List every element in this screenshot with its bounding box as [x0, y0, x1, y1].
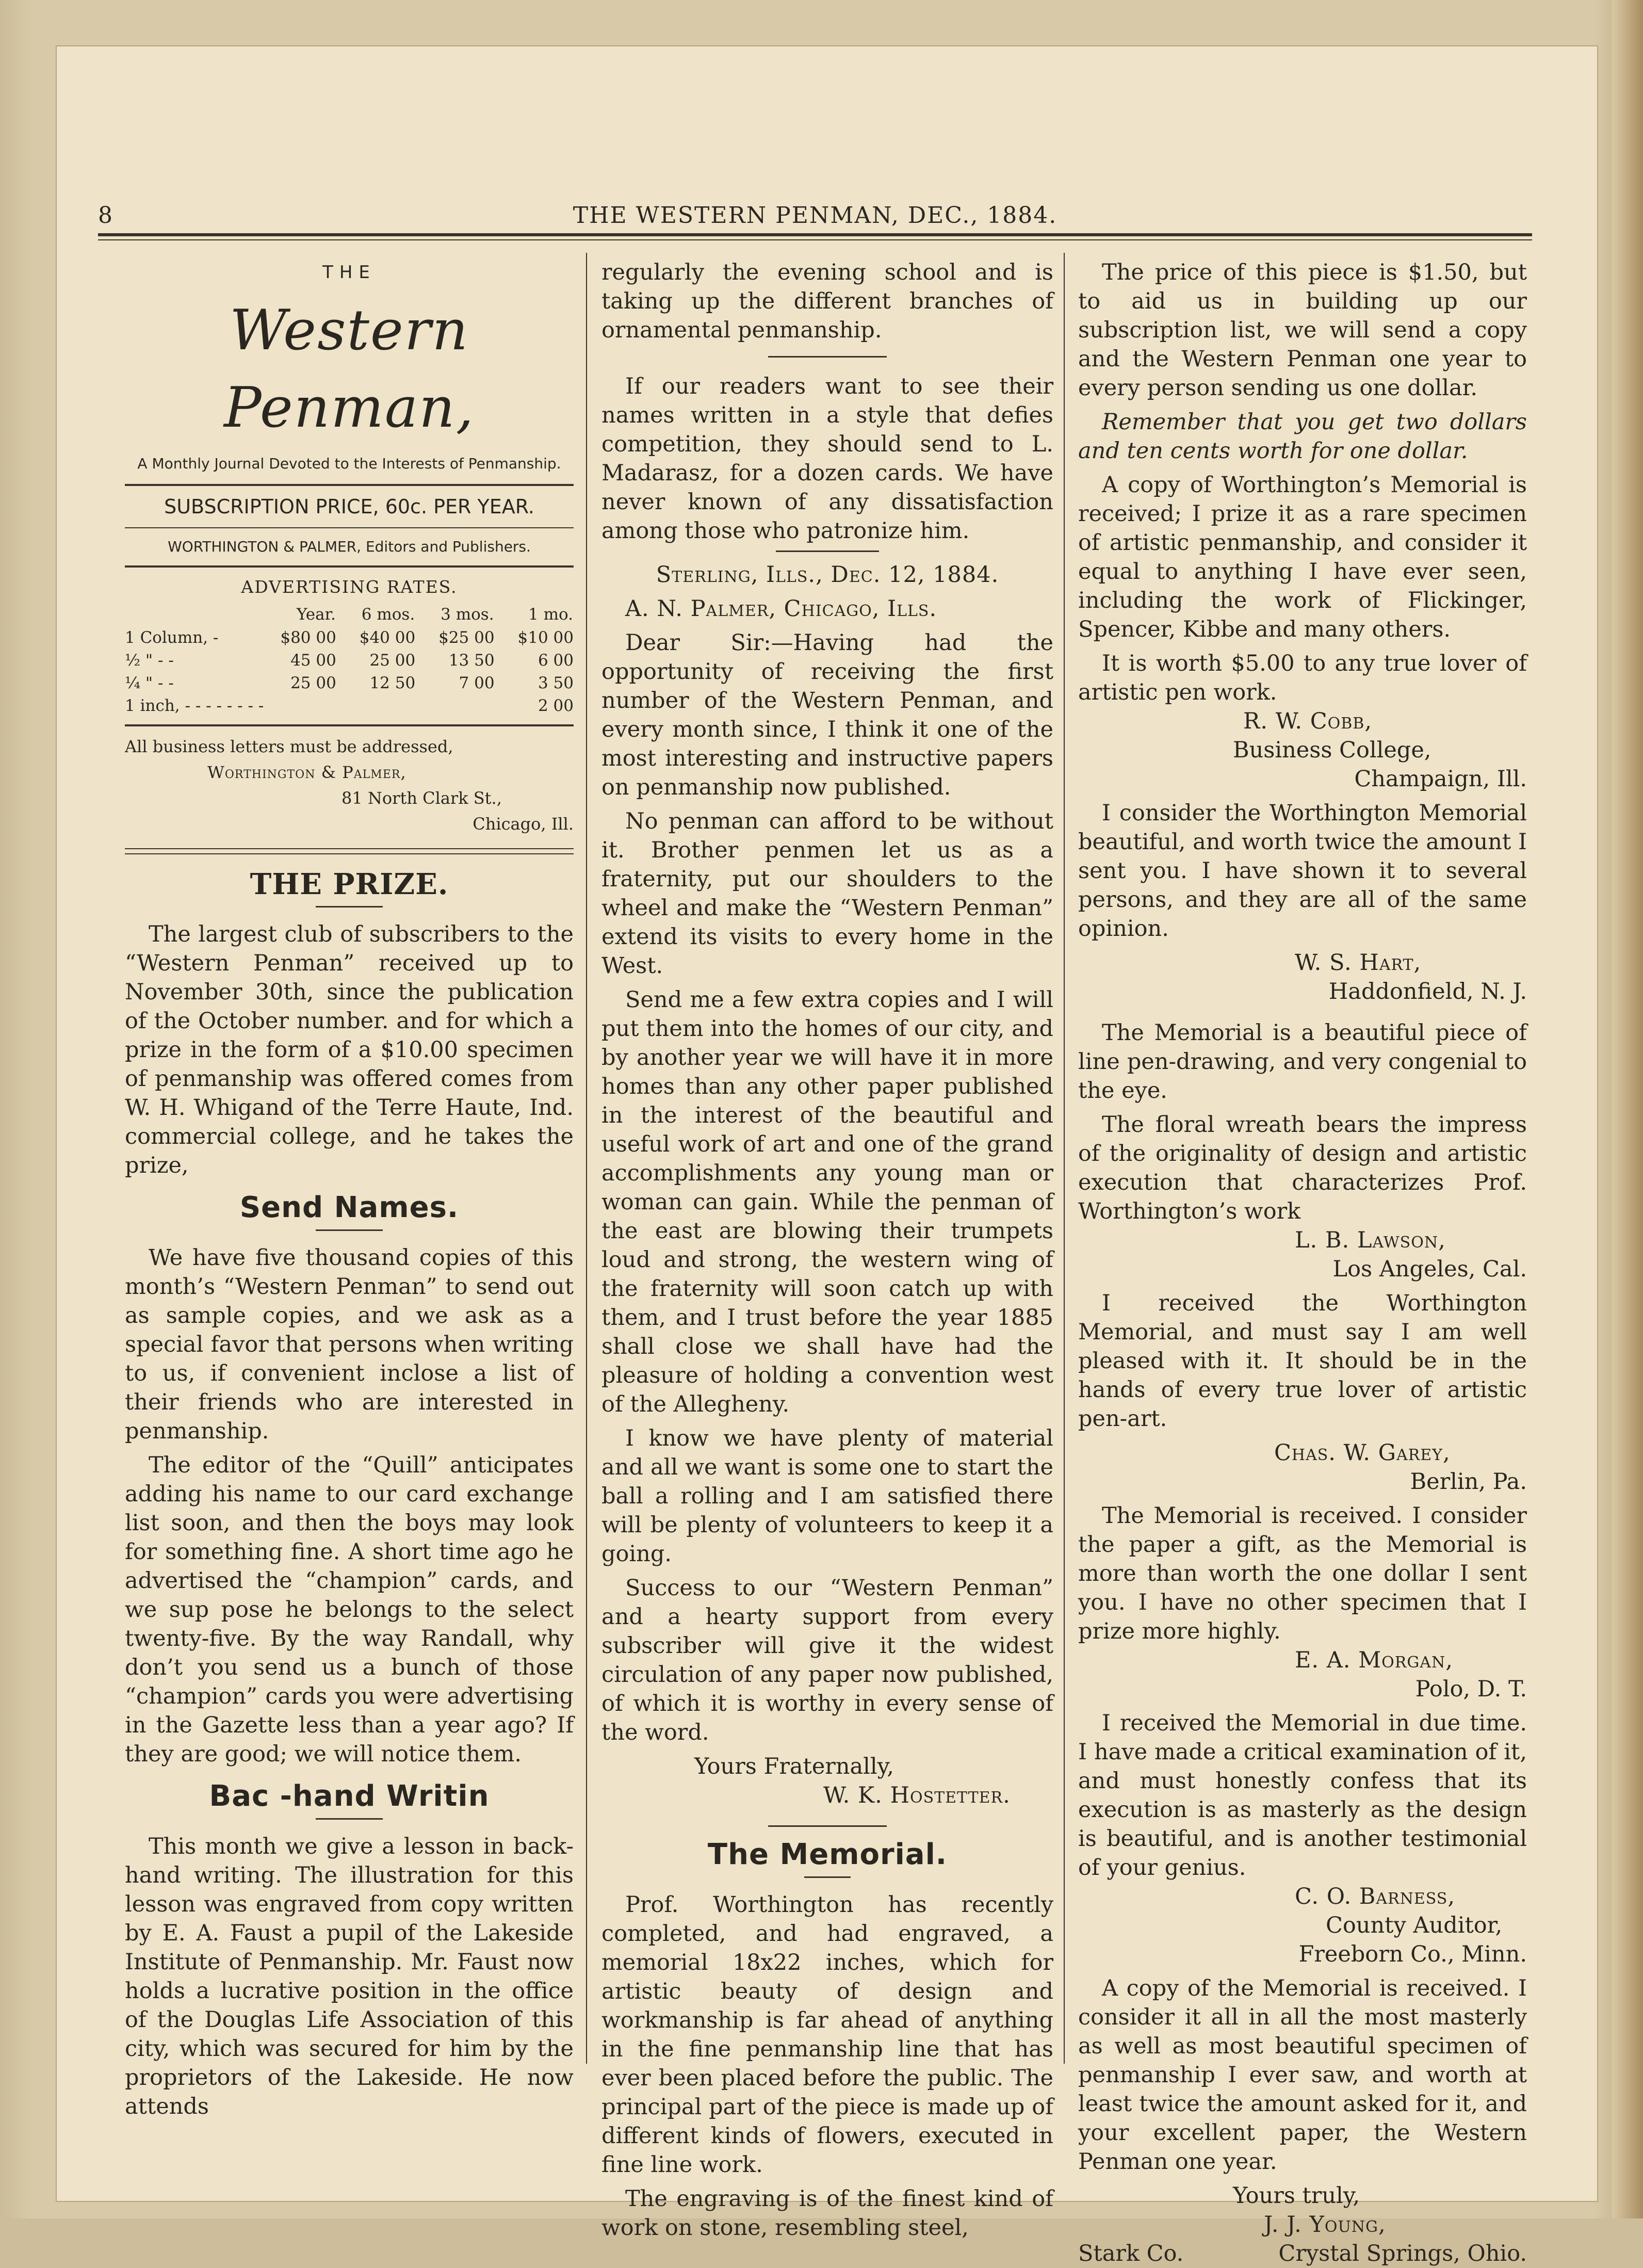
signature-young-county: Stark Co. — [1078, 2241, 1184, 2266]
rates-cell: 7 00 — [459, 674, 495, 692]
section-double-rule — [125, 848, 574, 854]
prize-paragraph: The largest club of subscribers to the “Western Penman” received up to November 30th, since the publication of the October number. and for which a prize in the form of a $10.00 specimen of penmanship was offered comes from W. H. Whigand of the Terre Haute, Ind. commercial college, and he takes the prize, — [125, 921, 574, 1178]
rates-cell: $25 00 — [438, 628, 495, 647]
rates-row — [125, 694, 574, 717]
heading-rule — [316, 1229, 383, 1231]
signature-lawson-name: L. B. Lawson, — [1295, 1227, 1446, 1253]
rates-cell: $80 00 — [280, 628, 336, 647]
testimonial-cobb: A copy of Worthington’s Memorial is received; I prize it as a rare specimen of artistic penmanship, and consider it equal to anything I have ever seen, including the work of Flickinger, Spencer, Kibbe and many others. — [1078, 472, 1527, 642]
rates-cell: 2 00 — [538, 696, 574, 715]
signature-morgan-place: Polo, D. T. — [1415, 1676, 1527, 1702]
rates-col-header: Year. — [296, 605, 336, 624]
rates-row — [125, 626, 574, 649]
editors-rule — [125, 565, 574, 568]
signature-cobb-name: R. W. Cobb, — [1243, 708, 1372, 734]
testimonial-cobb-worth: It is worth $5.00 to any true lover of artistic pen work. — [1078, 651, 1527, 705]
rates-col-header: 1 mo. — [528, 605, 573, 624]
heading-rule — [804, 1876, 851, 1878]
letter-paragraph-4: I know we have plenty of material and all we want is some one to start the ball a rolling and I am satisfied there will be plenty of volunteers to keep it a going. — [601, 1425, 1053, 1567]
testimonial-young: A copy of the Memorial is received. I consider it all in all the most masterly as well as most beautiful specimen of penmanship I ever saw, and worth at least twice the amount asked for it, and your excellent paper, the Western Penman one year. — [1078, 1975, 1527, 2175]
signature-garey-name: Chas. W. Garey, — [1274, 1440, 1451, 1466]
rates-cell: 13 50 — [448, 651, 495, 670]
signature-cobb-line3: Champaign, Ill. — [1354, 766, 1527, 792]
address-line-3: 81 North Clark St., — [341, 788, 502, 808]
letter-paragraph-2: No penman can afford to be without it. Brother penmen let us as a fraternity, put our shoulders to the wheel and make the “Western Penman” extend its visits to every home in the West. — [601, 808, 1053, 979]
rates-table — [125, 603, 574, 717]
rates-col-header — [125, 603, 257, 626]
rates-cell: ½ " - - — [125, 651, 174, 670]
heading-rule — [316, 906, 383, 908]
memorial-paragraph-1: Prof. Worthington has recently completed, and had engraved, a memorial 18x22 inches, which for artistic beauty of design and workmanship is far ahead of anything in the fine penmanship line that has ever been placed before the public. The principal part of the piece is made up of different kinds of flowers, executed in fine line work. — [601, 1892, 1053, 2178]
young-closing: Yours truly, — [1233, 2183, 1360, 2209]
testimonial-garey: I received the Worthington Memorial, and must say I am well pleased with it. It should be in the hands of every true lover of artistic pen-art. — [1078, 1290, 1527, 1432]
continued-paragraph: regularly the evening school and is taking up the different branches of ornamental penmanship. — [601, 260, 1053, 343]
running-head: THE WESTERN PENMAN, DEC., 1884. — [573, 202, 1058, 229]
header-rule — [98, 233, 1532, 236]
column-3 — [1078, 258, 1527, 2268]
testimonial-lawson-1: The Memorial is a beautiful piece of line pen-drawing, and very congenial to the eye. — [1078, 1020, 1527, 1104]
signature-lawson-place: Los Angeles, Cal. — [1332, 1256, 1527, 1282]
masthead-the: THE — [322, 262, 376, 283]
rates-cell: $10 00 — [517, 628, 574, 647]
price-paragraph: The price of this piece is $1.50, but to aid us in building up our subscription list, we will send a copy and the Western Penman one year to every person sending us one dollar. — [1078, 260, 1527, 401]
letter-paragraph-3: Send me a few extra copies and I will put them into the homes of our city, and by another year we will have it in more homes than any other paper published in the interest of the beautiful and useful work of art and one of the grand accomplishments any young man or woman can gain. While the penman of the east are blowing their trumpets loud and strong, the western wing of the fraternity will soon catch up with them, and I trust before the year 1885 shall close we shall have had the pleasure of holding a convention west of the Allegheny. — [601, 987, 1053, 1417]
signature-garey-place: Berlin, Pa. — [1410, 1469, 1527, 1495]
signature-morgan-name: E. A. Morgan, — [1295, 1647, 1453, 1673]
letter-paragraph-5: Success to our “Western Penman” and a hearty support from every subscriber will give it the widest circulation of any paper now published, of which it is worthy in every sense of the word. — [601, 1575, 1053, 1745]
rates-rule — [125, 724, 574, 726]
remember-paragraph: Remember that you get two dollars and ten cents worth for one dollar. — [1078, 409, 1527, 464]
rates-cell: 12 50 — [369, 674, 416, 692]
header-rule-thin — [98, 239, 1532, 240]
address-line-2: Worthington & Palmer, — [207, 763, 406, 782]
editors-line: WORTHINGTON & PALMER, Editors and Publishers. — [168, 538, 531, 555]
subscription-rule — [125, 527, 574, 528]
rates-cell: 3 50 — [538, 674, 574, 692]
letter-signature: W. K. Hostetter. — [823, 1783, 1011, 1808]
send-names-paragraph-2: The editor of the “Quill” anticipates adding his name to our card exchange list soon, and then the boys may look for something fine. A short time ago he advertised the “champion” cards, and we sup pose he belongs to the select twenty-five. By the way Randall, why don’t you send us a bunch of those “champion” cards you were advertising in the Gazette less than a year ago? If they are good; we will notice them. — [125, 1452, 574, 1767]
column-1 — [125, 258, 574, 2126]
signature-hart-name: W. S. Hart, — [1295, 950, 1422, 976]
rates-title: ADVERTISING RATES. — [241, 577, 458, 597]
rates-cell: 6 00 — [538, 651, 574, 670]
signature-barness-name: C. O. Barness, — [1295, 1884, 1456, 1909]
rates-col-header: 3 mos. — [441, 605, 494, 624]
testimonial-barness: I received the Memorial in due time. I have made a critical examination of it, and must honestly confess that its execution is as masterly as the design is beautiful, and is another testimonial of your genius. — [1078, 1710, 1527, 1881]
column-2 — [601, 258, 1053, 2247]
subscription-price: SUBSCRIPTION PRICE, 60c. PER YEAR. — [164, 495, 534, 518]
rates-row — [125, 672, 574, 694]
letter-recipient: A. N. Palmer, Chicago, Ills. — [625, 596, 937, 622]
prize-heading: THE PRIZE. — [250, 867, 449, 901]
rates-header-row — [125, 603, 574, 626]
signature-young-place — [1078, 2239, 1527, 2268]
signature-cobb-line2: Business College, — [1233, 737, 1431, 763]
heading-rule — [316, 1818, 383, 1820]
backhand-paragraph: This month we give a lesson in back-hand writing. The illustration for this lesson was engraved from copy written by E. A. Faust a pupil of the Lakeside Institute of Penmanship. Mr. Faust now holds a lucrative position in the office of the Douglas Life Association of this city, which was secured for him by the proprietors of the Lakeside. He now attends — [125, 1834, 574, 2119]
signature-barness-place: Freeborn Co., Minn. — [1298, 1941, 1527, 1967]
address-line-4: Chicago, Ill. — [473, 814, 574, 834]
rates-cell: 25 00 — [369, 651, 416, 670]
section-rule — [768, 356, 887, 358]
letter-paragraph-1: Dear Sir:—Having had the opportunity of receiving the first number of the Western Penman, and every month since, I think it one of the most interesting and instructive papers on penmanship now published. — [601, 630, 1053, 800]
signature-hart-place: Haddonfield, N. J. — [1328, 979, 1527, 1005]
column-divider-1 — [586, 253, 587, 2064]
testimonial-morgan: The Memorial is received. I consider the paper a gift, as the Memorial is more than worth the one dollar I sent you. I have no other specimen that I prize more highly. — [1078, 1503, 1527, 1644]
masthead-title: Western Penman, — [224, 298, 475, 440]
send-names-heading: Send Names. — [239, 1191, 459, 1224]
address-line-1: All business letters must be addressed, — [125, 737, 453, 756]
rates-cell: 1 Column, - — [125, 628, 219, 647]
page-number: 8 — [98, 202, 112, 229]
column-divider-2 — [1064, 253, 1065, 2064]
rates-cell: $40 00 — [359, 628, 416, 647]
rates-cell: 1 inch, - - - - - - - - — [125, 696, 264, 715]
letter-closing: Yours Fraternally, — [694, 1754, 894, 1779]
testimonial-hart: I consider the Worthington Memorial beautiful, and worth twice the amount I sent you. I have shown it to several persons, and they are all of the same opinion. — [1078, 800, 1527, 942]
memorial-heading: The Memorial. — [707, 1838, 948, 1871]
send-names-paragraph-1: We have five thousand copies of this month’s “Western Penman” to send out as sample copies, and we ask as a special favor that persons when writing to us, if convenient inclose a list of their friends who are interested in penmanship. — [125, 1245, 574, 1444]
madarasz-paragraph: If our readers want to see their names written in a style that defies competition, they should send to L. Madarasz, for a dozen cards. We have never known of any dissatisfaction among those who patronize him. — [601, 374, 1053, 544]
rates-cell: 45 00 — [290, 651, 336, 670]
masthead-rule — [125, 484, 574, 486]
section-rule — [768, 1825, 887, 1827]
page-header — [98, 202, 1532, 233]
backhand-heading: Bac -hand Writin — [209, 1779, 490, 1813]
signature-young-name: J. J. Young, — [1264, 2212, 1386, 2238]
section-rule — [776, 550, 879, 552]
rates-col-header: 6 mos. — [361, 605, 415, 624]
rates-row — [125, 649, 574, 672]
rates-cell: ¼ " - - — [125, 674, 174, 692]
signature-young-town: Crystal Springs, Ohio. — [1278, 2241, 1527, 2266]
memorial-paragraph-2: The engraving is of the finest kind of work on stone, resembling steel, — [601, 2186, 1053, 2241]
signature-barness-title: County Auditor, — [1326, 1913, 1503, 1938]
testimonial-lawson-2: The floral wreath bears the impress of the originality of design and artistic execution that characterizes Prof. Worthington’s work — [1078, 1112, 1527, 1224]
masthead-subtitle: A Monthly Journal Devoted to the Interests of Penmanship. — [137, 455, 561, 472]
page-edge — [1612, 0, 1643, 2218]
rates-cell: 25 00 — [290, 674, 336, 692]
letter-place-date: Sterling, Ills., Dec. 12, 1884. — [656, 562, 999, 588]
